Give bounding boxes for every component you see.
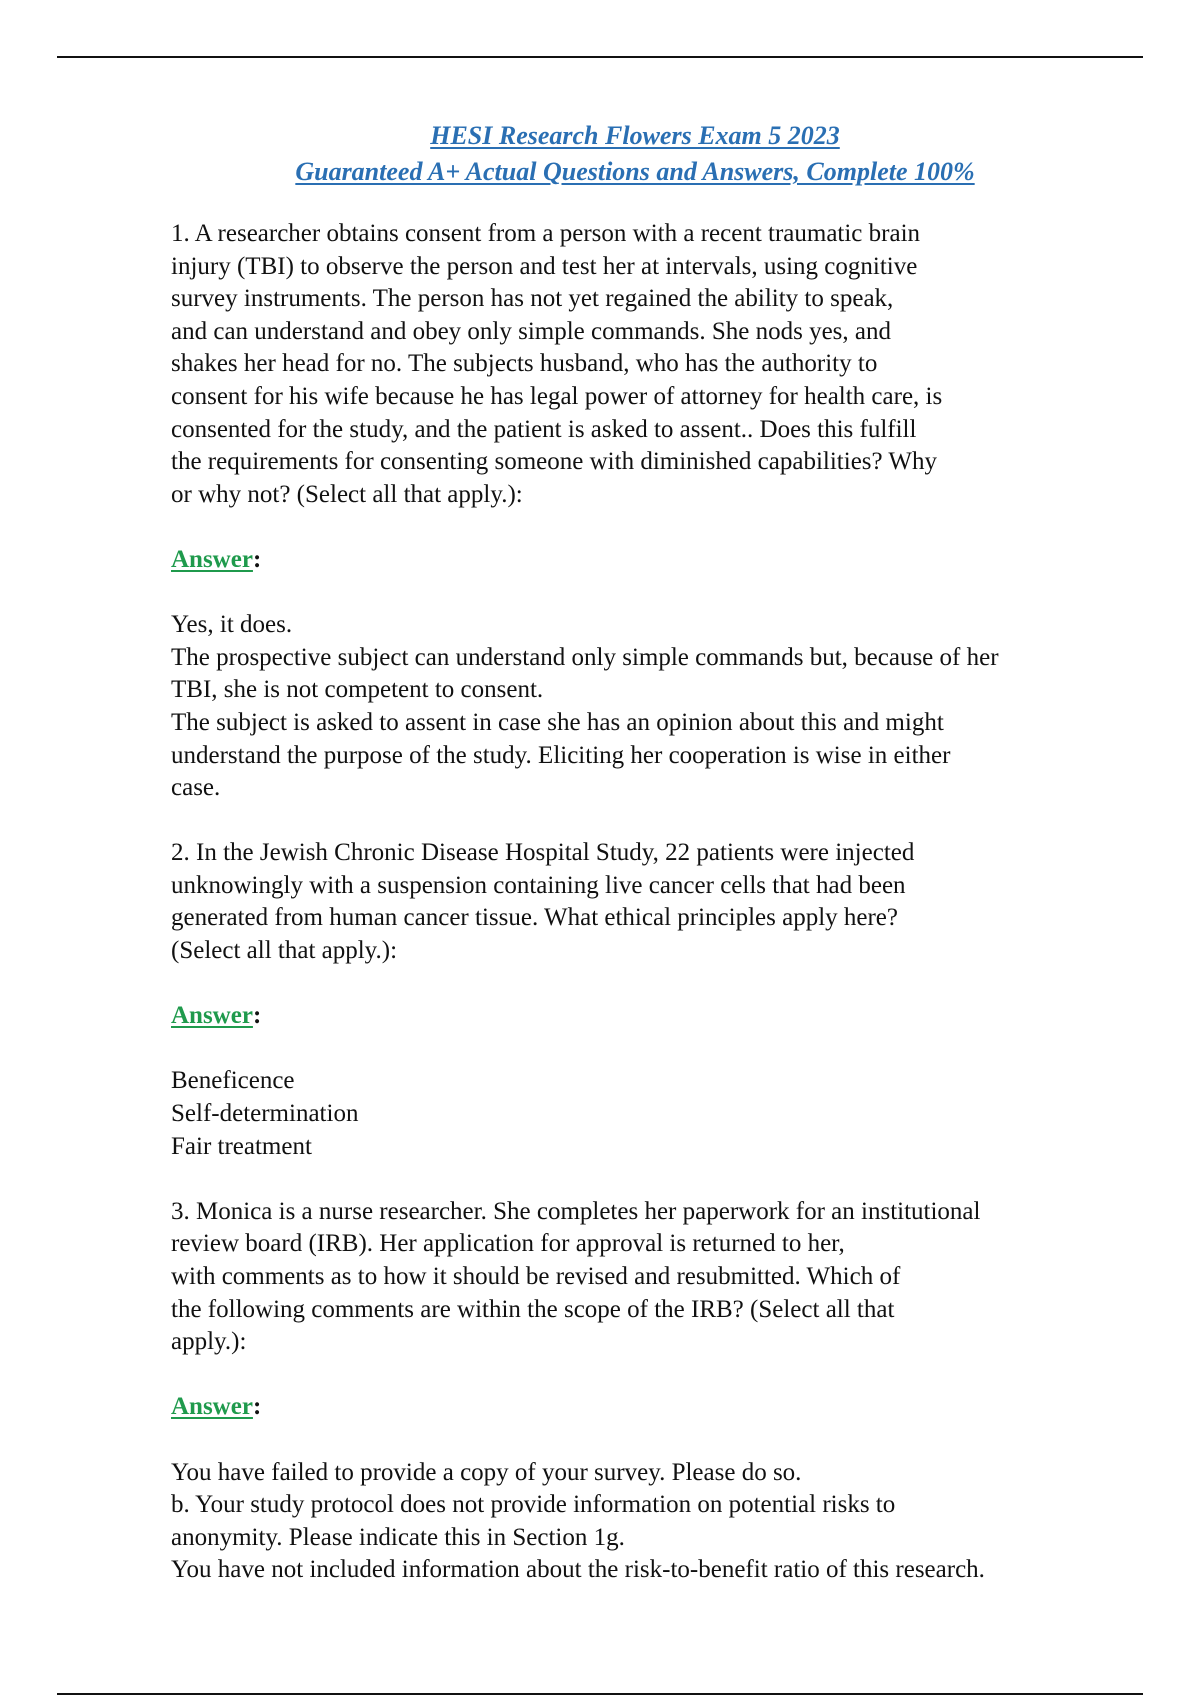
question-line: generated from human cancer tissue. What ethical principles apply here? [171, 904, 899, 932]
question-line: apply.): [171, 1328, 247, 1356]
document-title [0, 118, 1200, 190]
top-rule [57, 56, 1143, 58]
title-line-2: Guaranteed A+ Actual Questions and Answers, Complete 100% [295, 157, 975, 186]
answer-heading-1 [171, 544, 1131, 577]
answer-colon: : [252, 545, 262, 573]
answer-label: Answer [171, 1002, 253, 1030]
question-line: the requirements for consenting someone with diminished capabilities? Why [171, 448, 938, 476]
document-body [171, 218, 1131, 1587]
answer-text-line: Beneficence [171, 1067, 295, 1095]
answer-text-line: anonymity. Please indicate this in Section 1g. [171, 1523, 625, 1551]
answer-text-line: Self-determination [171, 1100, 359, 1128]
answer-text-line: TBI, she is not competent to consent. [171, 676, 544, 704]
question-line: 2. In the Jewish Chronic Disease Hospital Study, 22 patients were injected [171, 839, 915, 867]
question-line: or why not? (Select all that apply.): [171, 480, 523, 508]
question-line: (Select all that apply.): [171, 937, 398, 965]
answer-text-line: The prospective subject can understand only simple commands but, because of her [171, 643, 999, 671]
question-line: 3. Monica is a nurse researcher. She completes her paperwork for an institutional [171, 1197, 981, 1225]
question-line: and can understand and obey only simple commands. She nods yes, and [171, 317, 891, 345]
question-line: consent for his wife because he has legal power of attorney for health care, is [171, 382, 943, 410]
answer-heading-2 [171, 1000, 1131, 1033]
answer-label: Answer [171, 545, 253, 573]
answer-text-line: understand the purpose of the study. Eliciting her cooperation is wise in either [171, 741, 951, 769]
answer-1 [171, 609, 1131, 805]
answer-text-line: b. Your study protocol does not provide information on potential risks to [171, 1491, 896, 1519]
answer-label: Answer [171, 1393, 253, 1421]
answer-text-line: case. [171, 774, 221, 802]
bottom-rule [57, 1693, 1143, 1695]
question-line: review board (IRB). Her application for approval is returned to her, [171, 1230, 845, 1258]
answer-text-line: Yes, it does. [171, 611, 293, 639]
answer-heading-3 [171, 1391, 1131, 1424]
question-line: unknowingly with a suspension containing live cancer cells that had been [171, 871, 906, 899]
title-line-1: HESI Research Flowers Exam 5 2023 [430, 121, 840, 150]
answer-text-line: Fair treatment [171, 1132, 312, 1160]
question-2 [171, 837, 1131, 967]
answer-text-line: The subject is asked to assent in case she has an opinion about this and might [171, 708, 944, 736]
question-line: consented for the study, and the patient is asked to assent.. Does this fulfill [171, 415, 917, 443]
question-line: the following comments are within the scope of the IRB? (Select all that [171, 1295, 895, 1323]
question-1 [171, 218, 1131, 511]
question-line: with comments as to how it should be revised and resubmitted. Which of [171, 1263, 901, 1290]
question-line: survey instruments. The person has not yet regained the ability to speak, [171, 285, 894, 313]
answer-colon: : [252, 1002, 262, 1030]
question-line: injury (TBI) to observe the person and test her at intervals, using cognitive [171, 252, 918, 280]
question-line: 1. A researcher obtains consent from a person with a recent traumatic brain [171, 220, 921, 247]
answer-3 [171, 1457, 1131, 1587]
question-line: shakes her head for no. The subjects husband, who has the authority to [171, 350, 878, 378]
answer-colon: : [252, 1393, 262, 1421]
question-3 [171, 1196, 1131, 1359]
answer-text-line: You have not included information about the risk-to-benefit ratio of this research. [171, 1556, 985, 1584]
answer-text-line: You have failed to provide a copy of your survey. Please do so. [171, 1458, 802, 1486]
answer-2 [171, 1065, 1131, 1163]
